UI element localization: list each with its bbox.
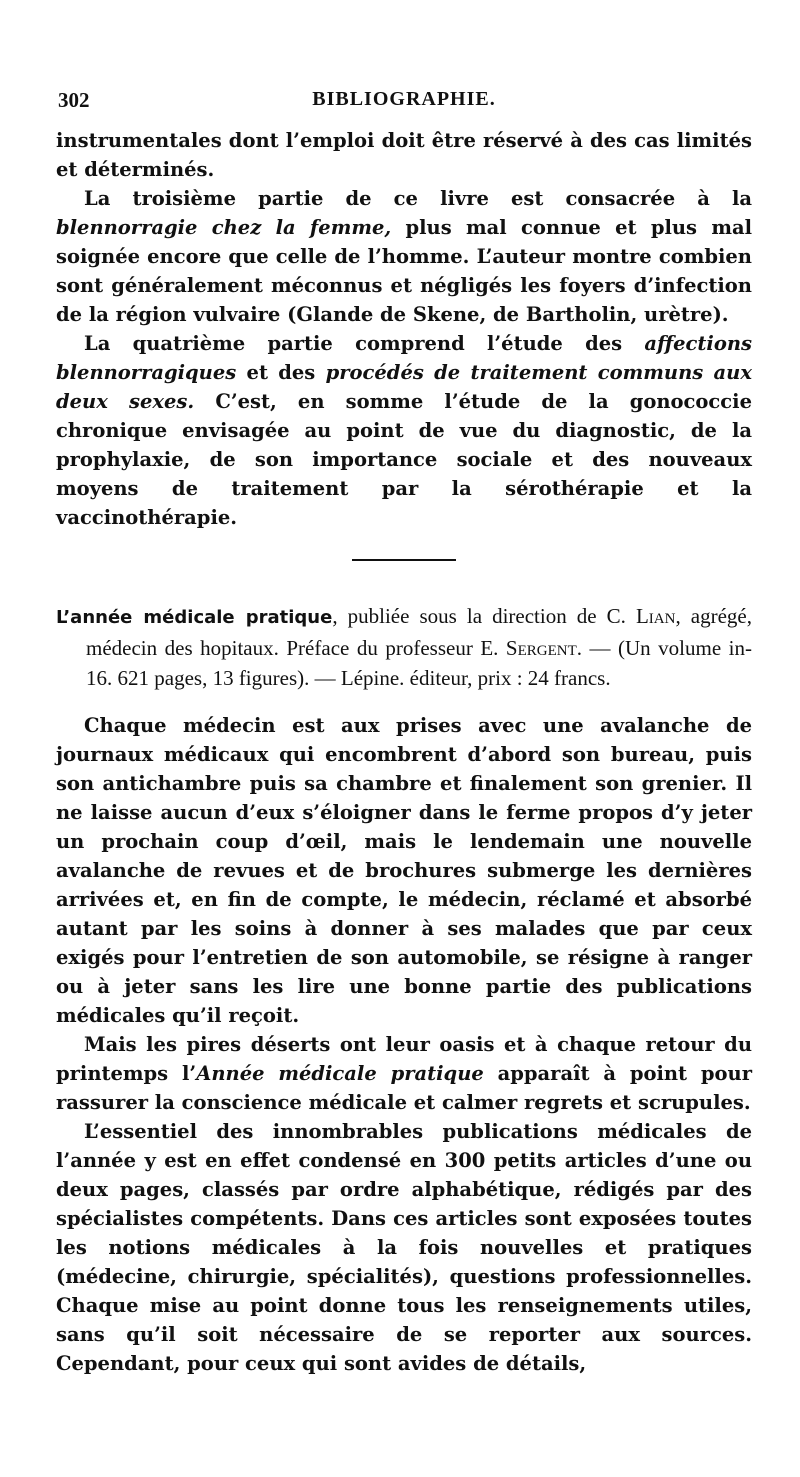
italic-phrase: blennorragie chez la femme, <box>56 216 392 239</box>
paragraph-text: plus mal connue et plus mal soignée encore que celle de l’homme. L’auteur montre combien sont généralement méconnus et négligés les foyers d’infection de la région vulvaire (Glande de Skene, de Bartholin, urètre). <box>56 216 752 326</box>
entry-text: . — (Un volume in-16. 621 pages, 13 figures). — Lépine. éditeur, prix : 24 francs. <box>86 636 752 690</box>
page-number: 302 <box>58 88 90 112</box>
page-header <box>58 88 750 116</box>
review-paragraph-1 <box>56 711 752 1030</box>
paragraph-text: instrumentales dont l’emploi doit être réservé à des cas limités et déterminés. <box>56 129 752 181</box>
entry-text: , publiée sous la direction de C. <box>332 604 626 628</box>
book-title: L’année médicale pratique <box>56 607 333 628</box>
italic-phrase: Année médicale pratique <box>196 1062 484 1085</box>
paragraph-text: Mais les pires déserts ont leur oasis et à chaque retour du printemps l’ <box>56 1033 752 1085</box>
review-paragraph-3 <box>56 1117 752 1378</box>
paragraph-text: C’est, en somme l’étude de la gonococcie chronique envisagée au point de vue du diagnostic, de la prophylaxie, de son importance sociale et des nouveaux moyens de traitement par la sérothérapie et la vaccinothérapie. <box>56 390 752 529</box>
paragraph-text: apparaît à point pour rassurer la conscience médicale et calmer regrets et scrupules. <box>56 1062 752 1114</box>
running-head: BIBLIOGRAPHIE. <box>312 88 496 110</box>
paragraph-text: L’essentiel des innombrables publications médicales de l’année y est en effet condensé en 300 petits articles d’une ou deux pages, classés par ordre alphabétique, rédigés par des spécialistes compétents. Dans ces articles sont exposées toutes les notions médicales à la fois nouvelles et pratiques (médecine, chirurgie, spécialités), questions professionnelles. Chaque mise au point donne tous les renseignements utiles, sans qu’il soit nécessaire de se reporter aux sources. Cependant, pour ceux qui sont avides de détails, <box>56 1120 752 1375</box>
paragraph-text: La quatrième partie comprend l’étude des <box>84 332 623 355</box>
paragraph-text: La troisième partie de ce livre est consacrée à la <box>84 187 752 210</box>
author-name: Lian <box>635 604 676 628</box>
paragraph-third-part <box>56 184 752 329</box>
paragraph-continuation <box>56 126 752 184</box>
review-paragraph-2 <box>56 1030 752 1117</box>
paragraph-text: et des <box>246 361 316 384</box>
preface-author-name: Sergent <box>505 636 577 660</box>
paragraph-fourth-part <box>56 329 752 532</box>
paragraph-text: Chaque médecin est aux prises avec une avalanche de journaux médicaux qui encombrent d’abord son bureau, puis son antichambre puis sa chambre et finalement son grenier. Il ne laisse aucun d’eux s’éloigner dans le ferme propos d’y jeter un prochain coup d’œil, mais le lendemain une nouvelle avalanche de revues et de brochures submerge les dernières arrivées et, en fin de compte, le médecin, réclamé et absorbé autant par les soins à donner à ses malades que par ceux exigés pour l’entretien de son automobile, se résigne à ranger ou à jeter sans les lire une bonne partie des publications médicales qu’il reçoit. <box>56 714 752 1027</box>
bibliography-entry <box>56 601 752 693</box>
italic-phrase: affections blennorragiques <box>56 332 752 384</box>
italic-phrase: procédés de traitement communs aux deux sexes. <box>56 361 752 413</box>
entry-text: , agrégé, médecin des hopitaux. Préface du professeur E. <box>86 604 752 660</box>
section-divider <box>352 559 456 561</box>
body-text <box>56 126 752 1378</box>
